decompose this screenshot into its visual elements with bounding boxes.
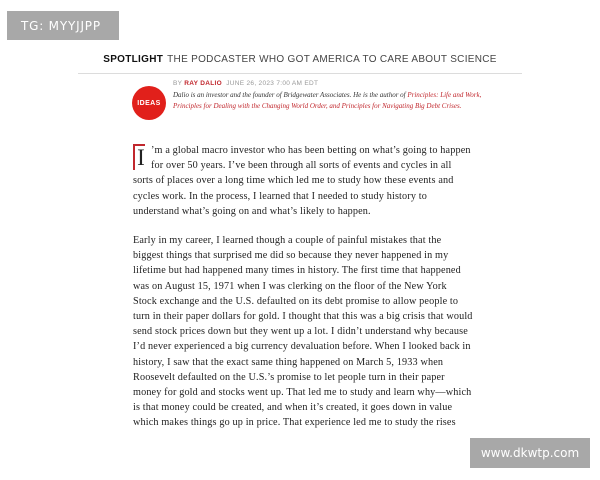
author-link[interactable]: RAY DALIO [184, 80, 223, 87]
article-body [133, 143, 473, 445]
publish-date: JUNE 26, 2023 7:00 AM EDT [226, 80, 319, 87]
article-paragraph [133, 143, 473, 219]
byline-text [173, 80, 493, 112]
ideas-logo[interactable]: IDEAS [132, 86, 166, 120]
section-label[interactable]: SPOTLIGHT [103, 54, 164, 65]
drop-cap: I [133, 144, 145, 170]
article-paragraph: Early in my career, I learned though a couple of painful mistakes that the biggest things that surprised me did so because they never happened in my lifetime but had happened many times in history. The first time that happened was on August 15, 1971 when I was clerking on the floor of the New York Stock exchange and the U.S. defaulted on its debt promise to allow people to turn in their paper dollars for gold. I thought that this was a big crisis that would send stock prices down but they went up a lot. I didn’t understand why because I’d never experienced a big currency devaluation before. When I looked back in history, I saw that the exact same thing happened on March 5, 1933 when Roosevelt defaulted on the U.S.’s promise to let people turn in their paper money for gold and stocks went up. That led me to study and learn why—which is that money could be created, and when it’s created, it goes down in value which makes things go up in price. That experience led me to study the rises [133, 235, 473, 429]
watermark-top-left: TG: MYYJJPP [7, 11, 119, 40]
watermark-bottom-right: www.dkwtp.com [470, 438, 590, 468]
headline-link[interactable]: THE PODCASTER WHO GOT AMERICA TO CARE ABOUT SCIENCE [167, 54, 497, 65]
author-bio [173, 90, 493, 112]
bio-text: Dalio is an investor and the founder of Bridgewater Associates. He is the author of [173, 91, 408, 99]
by-label: BY [173, 80, 183, 87]
byline-meta [173, 80, 493, 87]
article-header [78, 46, 522, 74]
paragraph-1-text: ’m a global macro investor who has been betting on what’s going to happen for over 50 years. I’ve been through all sorts of events and cycles in all sorts of places over a long time which led me to study how these events and cycles work. In the process, I learned that I needed to study history to understand what’s going on and what’s likely to happen. [133, 145, 471, 217]
book-links[interactable]: Principles: Life and Work, Principles for Dealing with the Changing World Order, and Principles for Navigating Big Debt Crises. [173, 91, 482, 110]
